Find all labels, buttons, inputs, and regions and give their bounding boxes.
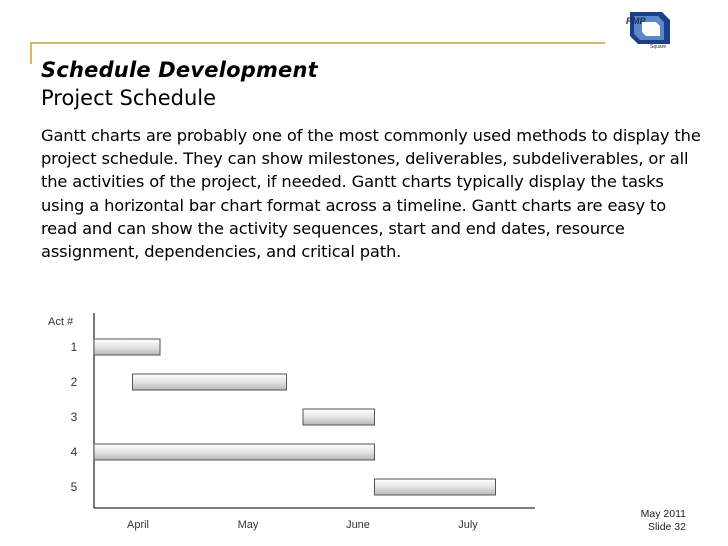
slide-body-text: Gantt charts are probably one of the most commonly used methods to display the project schedule. They can show milestones, deliverables, subdeliverables, or all the activities of the project, if needed. Gantt charts typically display the tasks using a horizontal bar chart format across a timeline. Gantt charts are easy to read and can show the activity sequences, start and end dates, resource assignment, dependencies, and critical path.	[41, 126, 701, 262]
gantt-bar	[94, 339, 160, 355]
gantt-bar	[94, 444, 375, 460]
gantt-row-label: 4	[70, 445, 78, 459]
header-rule-vertical	[30, 42, 32, 64]
footer-date: May 2011	[640, 508, 686, 520]
gantt-row-label: 3	[70, 410, 78, 424]
gantt-x-tick-label: July	[458, 519, 478, 531]
slide-footer	[620, 508, 686, 534]
gantt-chart	[40, 305, 540, 540]
footer-slide-number: Slide 32	[648, 521, 686, 533]
slide-title: Schedule Development	[41, 58, 318, 82]
gantt-bar	[303, 409, 375, 425]
gantt-bar	[133, 374, 287, 390]
gantt-x-tick-label: April	[126, 519, 150, 531]
header-rule-horizontal	[30, 42, 605, 44]
gantt-row-label: 5	[70, 480, 78, 494]
pmp-square-logo	[612, 4, 686, 52]
gantt-bar	[375, 479, 496, 495]
logo-subtext: Square	[650, 44, 667, 50]
slide-subtitle: Project Schedule	[41, 86, 217, 110]
gantt-x-tick-label: May	[237, 519, 259, 531]
gantt-row-label: 1	[70, 340, 78, 354]
logo-text: PMP	[626, 16, 646, 26]
gantt-row-label: 2	[70, 375, 78, 389]
gantt-ylabel: Act #	[48, 316, 74, 328]
gantt-x-tick-label: June	[346, 519, 370, 531]
